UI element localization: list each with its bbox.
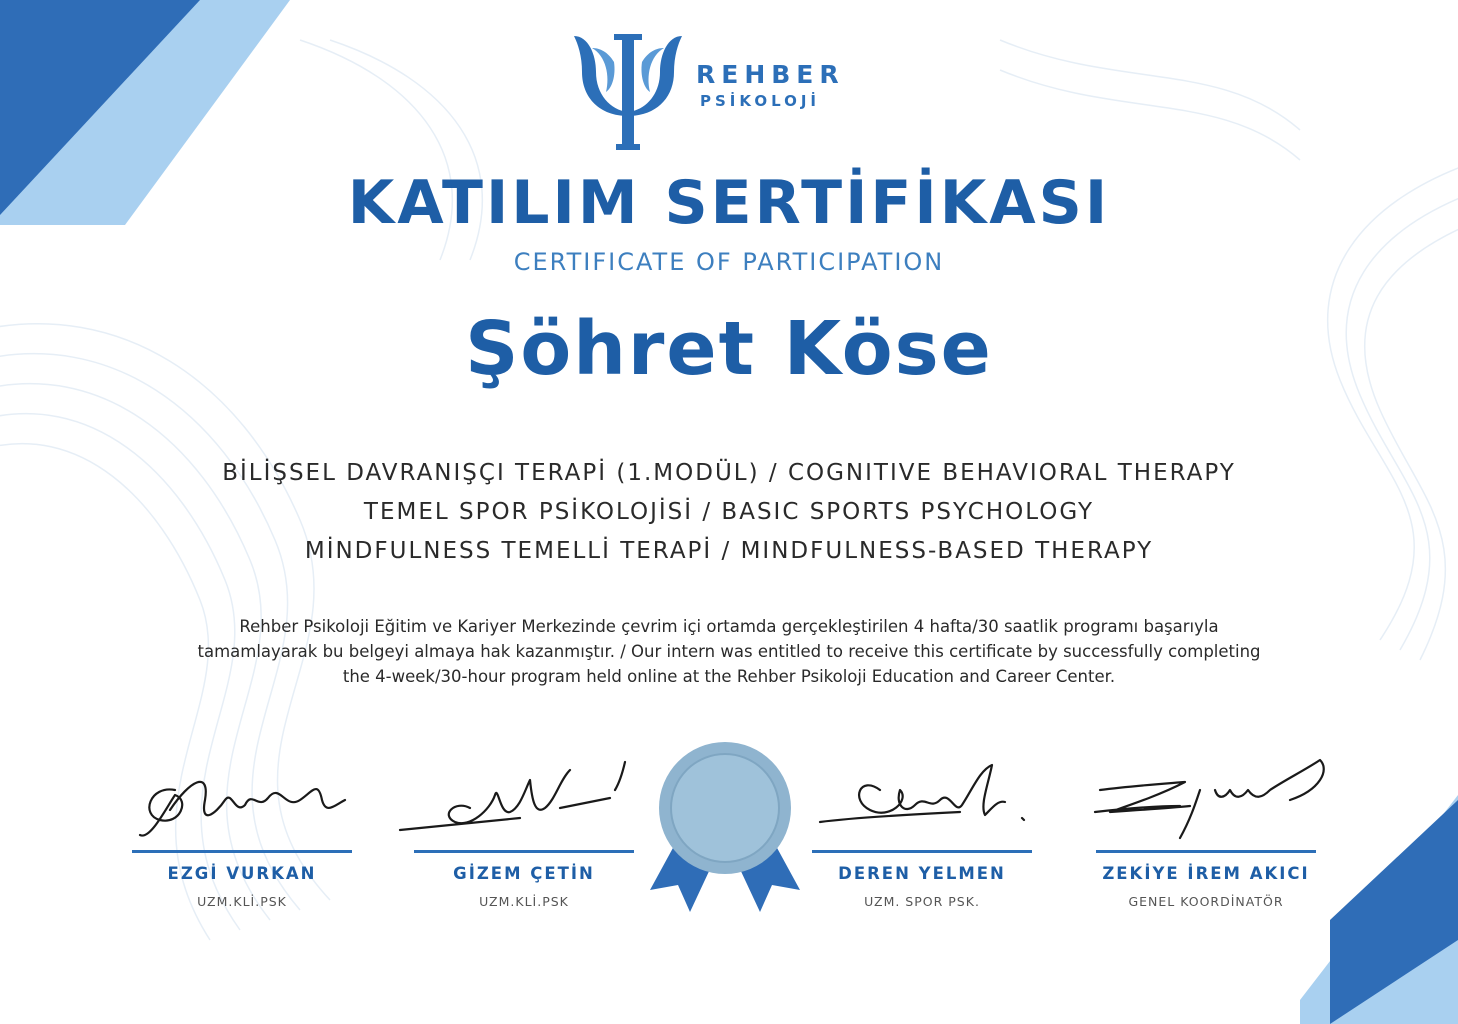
signatory-name: EZGİ VURKAN (167, 864, 317, 883)
signatory-name: ZEKİYE İREM AKICI (1102, 864, 1310, 883)
certificate-subtitle: CERTIFICATE OF PARTICIPATION (513, 248, 945, 276)
signature-line (132, 850, 352, 853)
signatory-title: UZM. SPOR PSK. (864, 894, 980, 909)
signature-line (812, 850, 1032, 853)
signature-line (414, 850, 634, 853)
recipient-name: Şöhret Köse (465, 306, 993, 392)
signatory-name: GİZEM ÇETİN (453, 864, 595, 883)
signatory-title: GENEL KOORDİNATÖR (1128, 894, 1284, 909)
course-item: MİNDFULNESS TEMELLİ TERAPİ / MINDFULNESS-BASED THERAPY (304, 538, 1154, 564)
signatory-title: UZM.KLİ.PSK (197, 894, 287, 909)
logo-brand-subtext: PSİKOLOJİ (700, 92, 821, 110)
signatory-name: DEREN YELMEN (838, 864, 1006, 883)
certificate-title: KATILIM SERTİFİKASI (347, 168, 1111, 238)
course-item: TEMEL SPOR PSİKOLOJİSİ / BASIC SPORTS PSYCHOLOGY (363, 499, 1095, 525)
description-line: Rehber Psikoloji Eğitim ve Kariyer Merkezinde çevrim içi ortamda gerçekleştirilen 4 hafta/30 saatlik programı başarıyla (239, 617, 1219, 636)
description-line: the 4-week/30-hour program held online at the Rehber Psikoloji Education and Career Center. (342, 667, 1116, 686)
signature-line (1096, 850, 1316, 853)
logo-brand-text: REHBER (696, 60, 845, 89)
course-item: BİLİŞSEL DAVRANIŞÇI TERAPİ (1.MODÜL) / COGNITIVE BEHAVIORAL THERAPY (222, 460, 1236, 486)
signatory-title: UZM.KLİ.PSK (479, 894, 569, 909)
award-seal-icon (640, 740, 810, 925)
description-line: tamamlayarak bu belgeyi almaya hak kazanmıştır. / Our intern was entitled to receive this certificate by successfully completing (197, 642, 1261, 661)
